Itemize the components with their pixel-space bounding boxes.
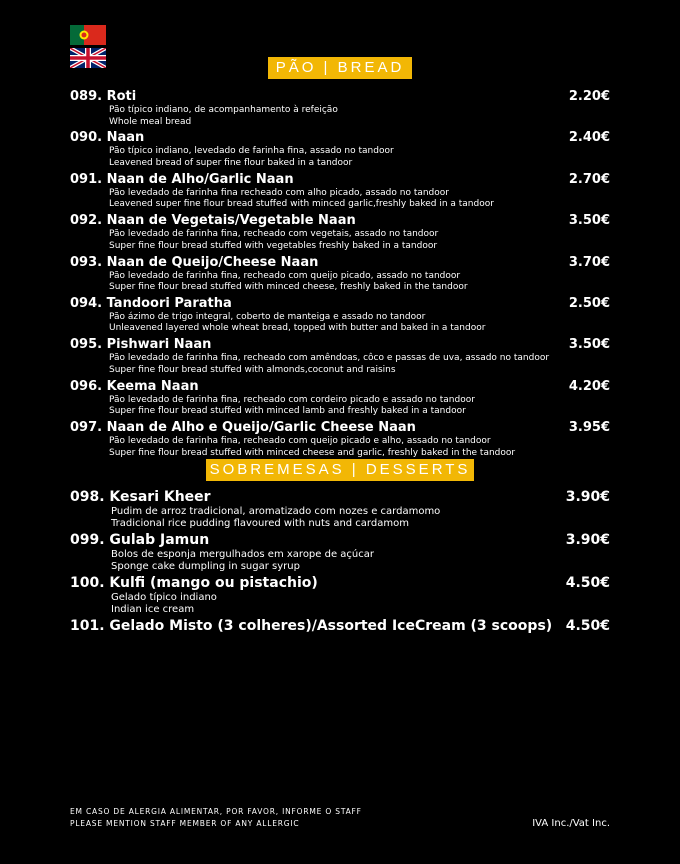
- allergy-note-pt: EM CASO DE ALERGIA ALIMENTAR, POR FAVOR, INFORME O STAFF: [70, 807, 362, 816]
- menu-item: [70, 379, 610, 418]
- allergy-note-en: PLEASE MENTION STAFF MEMBER OF ANY ALLERGIC: [70, 819, 300, 828]
- item-price: 2.50€: [568, 295, 610, 311]
- uk-flag-icon[interactable]: [70, 48, 106, 68]
- menu-item: [70, 213, 610, 252]
- item-name: 095. Pishwari Naan: [70, 337, 212, 353]
- item-name: 101. Gelado Misto (3 colheres)/Assorted IceCream (3 scoops): [70, 618, 553, 634]
- item-name: 089. Roti: [70, 89, 137, 104]
- item-name: 096. Keema Naan: [70, 378, 199, 394]
- menu-item: [70, 89, 610, 128]
- item-name: 090. Naan: [70, 130, 145, 146]
- item-price: 3.50€: [568, 213, 610, 229]
- item-desc-pt: Bolos de esponja mergulhados em xarope de açúcar: [111, 549, 374, 560]
- item-name: 098. Kesari Kheer: [70, 489, 211, 505]
- item-price: 3.90€: [565, 489, 610, 505]
- menu-item: [70, 489, 610, 529]
- menu-item: [70, 575, 610, 615]
- item-name: 100. Kulfi (mango ou pistachio): [70, 575, 318, 591]
- item-price: 3.50€: [568, 337, 610, 353]
- item-desc-en: Tradicional rice pudding flavoured with nuts and cardamom: [111, 517, 409, 529]
- item-name: 091. Naan de Alho/Garlic Naan: [70, 171, 294, 187]
- item-price: 4.20€: [568, 378, 610, 394]
- item-desc-pt: Pão levedado de farinha fina, recheado com cordeiro picado e assado no tandoor: [109, 394, 475, 405]
- menu-item: [70, 130, 610, 169]
- item-desc-pt: Gelado típico indiano: [111, 592, 217, 603]
- item-price: 2.70€: [568, 171, 610, 187]
- menu-item: [70, 255, 610, 294]
- menu-item: [70, 532, 610, 572]
- item-desc-pt: Pudim de arroz tradicional, aromatizado com nozes e cardamomo: [111, 506, 441, 517]
- item-desc-pt: Pão levedado de farinha fina recheado com alho picado, assado no tandoor: [109, 187, 449, 198]
- menu-item: [70, 618, 610, 635]
- portugal-flag-icon[interactable]: [70, 25, 106, 45]
- item-name: 097. Naan de Alho e Queijo/Garlic Cheese Naan: [70, 420, 416, 436]
- desserts-section-title: SOBREMESAS | DESSERTS: [206, 459, 474, 481]
- menu-item: [70, 337, 610, 376]
- item-price: 3.70€: [568, 254, 610, 270]
- item-desc-en: Leavened super fine flour bread stuffed with minced garlic,freshly baked in a tandoor: [109, 199, 494, 210]
- item-desc-en: Super fine flour bread stuffed with almonds,coconut and raisins: [109, 364, 396, 375]
- item-desc-pt: Pão típico indiano, de acompanhamento à refeição: [109, 105, 338, 115]
- allergy-note: [70, 806, 362, 830]
- item-desc-pt: Pão levedado de farinha fina, recheado com queijo picado e alho, assado no tandoor: [109, 436, 491, 447]
- item-desc-en: Super fine flour bread stuffed with vegetables freshly baked in a tandoor: [109, 240, 438, 251]
- item-desc-en: Leavened bread of super fine flour baked in a tandoor: [109, 157, 353, 168]
- bread-section-title: PÃO | BREAD: [268, 57, 412, 79]
- menu-item: [70, 172, 610, 211]
- item-desc-pt: Pão típico indiano, levedado de farinha fina, assado no tandoor: [109, 146, 394, 157]
- item-desc-en: Super fine flour bread stuffed with minced cheese and garlic, freshly baked in the tandoor: [109, 447, 516, 458]
- item-desc-pt: Pão ázimo de trigo integral, coberto de manteiga e assado no tandoor: [109, 311, 426, 322]
- item-desc-en: Indian ice cream: [111, 603, 195, 615]
- menu-item: [70, 420, 610, 459]
- item-name: 092. Naan de Vegetais/Vegetable Naan: [70, 213, 356, 229]
- item-desc-en: Super fine flour bread stuffed with minced lamb and freshly baked in a tandoor: [109, 406, 466, 417]
- item-name: 094. Tandoori Paratha: [70, 295, 232, 311]
- bread-menu-list: [70, 89, 610, 462]
- item-desc-en: Whole meal bread: [109, 116, 192, 127]
- item-desc-en: Super fine flour bread stuffed with minced cheese, freshly baked in the tandoor: [109, 282, 468, 293]
- item-price: 4.50€: [565, 575, 610, 591]
- item-price: 2.40€: [568, 130, 610, 146]
- menu-item: [70, 296, 610, 335]
- item-price: 2.20€: [568, 89, 610, 104]
- item-name: 099. Gulab Jamun: [70, 532, 210, 548]
- item-desc-pt: Pão levedado de farinha fina, recheado com vegetais, assado no tandoor: [109, 229, 439, 240]
- item-price: 3.95€: [568, 420, 610, 436]
- item-price: 3.90€: [565, 532, 610, 548]
- vat-note: IVA Inc./Vat Inc.: [532, 818, 610, 829]
- item-desc-pt: Pão levedado de farinha fina, recheado com queijo picado, assado no tandoor: [109, 270, 461, 281]
- item-name: 093. Naan de Queijo/Cheese Naan: [70, 254, 319, 270]
- item-desc-en: Sponge cake dumpling in sugar syrup: [111, 560, 300, 572]
- item-price: 4.50€: [565, 618, 610, 634]
- item-desc-en: Unleavened layered whole wheat bread, topped with butter and baked in a tandoor: [109, 323, 486, 334]
- desserts-menu-list: [70, 489, 610, 638]
- item-desc-pt: Pão levedado de farinha fina, recheado com amêndoas, côco e passas de uva, assado no tandoor: [109, 353, 550, 364]
